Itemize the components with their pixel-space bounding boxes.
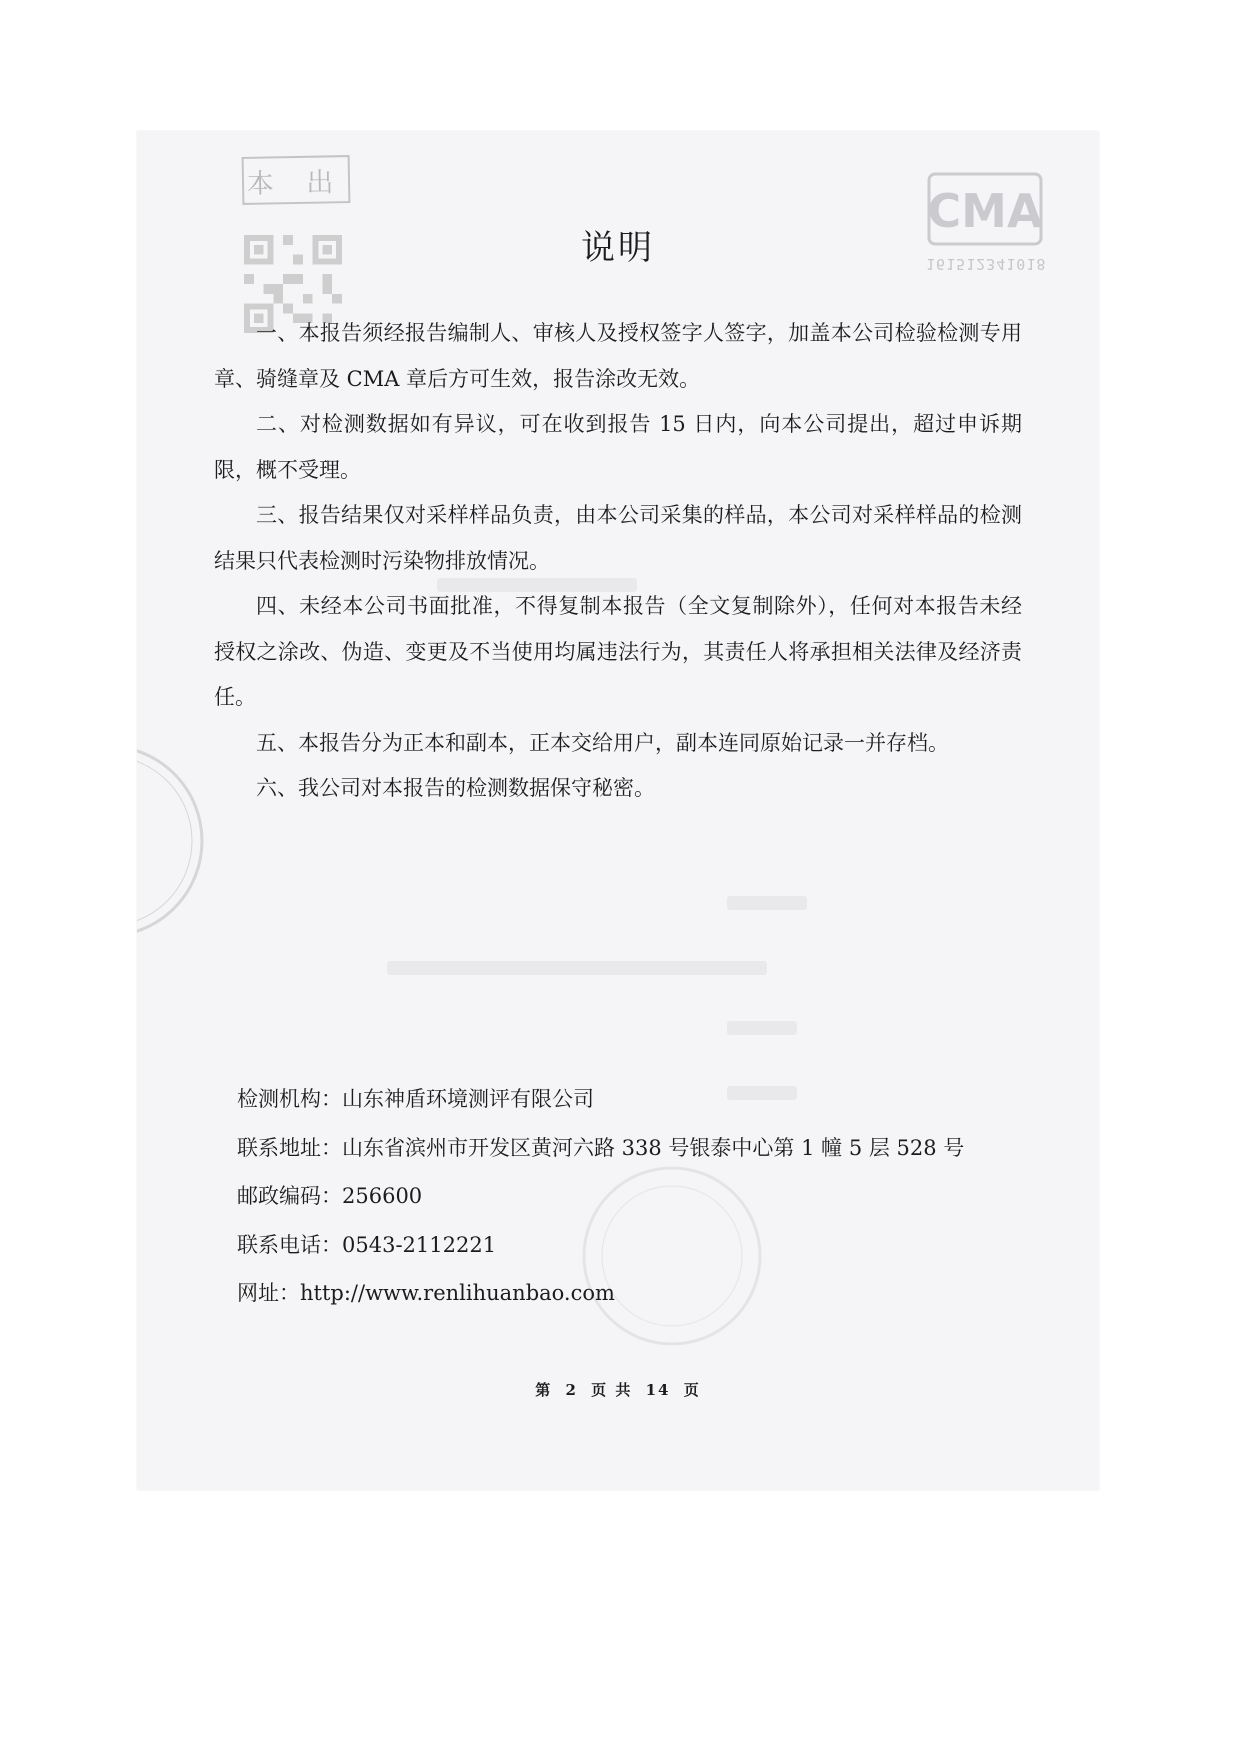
- copy-stamp-label: 本 出: [246, 166, 346, 200]
- page-number: 2: [565, 1381, 578, 1399]
- footer-mid: 页 共: [591, 1381, 633, 1399]
- postcode-value: 256600: [342, 1184, 423, 1208]
- clause-item: 二、对检测数据如有异议，可在收到报告 15 日内，向本公司提出，超过申诉期限，概不受理。: [214, 412, 1022, 482]
- contact-address-row: [237, 1124, 1027, 1173]
- address-label: 联系地址：: [237, 1135, 342, 1160]
- document-sheet: [137, 131, 1099, 1490]
- clause-item: 六、我公司对本报告的检测数据保守秘密。: [256, 776, 655, 800]
- contact-org-row: [237, 1075, 1027, 1124]
- page-footer: [137, 1379, 1099, 1400]
- footer-suffix: 页: [683, 1381, 701, 1399]
- svg-text:CMA: CMA: [927, 184, 1043, 238]
- contact-website-row: [237, 1269, 1027, 1318]
- show-through-line: [727, 1021, 797, 1035]
- clause-list: [214, 311, 1022, 812]
- org-value: 山东神盾环境测评有限公司: [342, 1087, 594, 1111]
- clause-item: 一、本报告须经报告编制人、审核人及授权签字人签字，加盖本公司检验检测专用章、骑缝章及 CMA 章后方可生效，报告涂改无效。: [214, 321, 1022, 391]
- org-label: 检测机构：: [237, 1087, 342, 1111]
- phone-label: 联系电话：: [237, 1232, 342, 1257]
- page-total: 14: [645, 1381, 671, 1399]
- cma-code: 161512341018: [926, 255, 1047, 273]
- show-through-line: [387, 961, 767, 975]
- phone-value: 0543-2112221: [342, 1232, 497, 1257]
- clause-item: 五、本报告分为正本和副本，正本交给用户，副本连同原始记录一并存档。: [256, 730, 949, 755]
- page-title: 说明: [581, 228, 655, 268]
- website-label: 网址：: [237, 1281, 300, 1305]
- show-through-line: [727, 896, 807, 910]
- contact-postcode-row: [237, 1172, 1027, 1221]
- footer-prefix: 第: [535, 1381, 553, 1399]
- postcode-label: 邮政编码：: [237, 1184, 342, 1208]
- contact-block: [237, 1075, 1027, 1318]
- clause-item: 三、报告结果仅对采样样品负责，由本公司采集的样品，本公司对采样样品的检测结果只代表检测时污染物排放情况。: [214, 503, 1022, 573]
- seal-icon: [137, 731, 207, 951]
- clause-item: 四、未经本公司书面批准，不得复制本报告（全文复制除外），任何对本报告未经授权之涂改、伪造、变更及不当使用均属违法行为，其责任人将承担相关法律及经济责任。: [214, 594, 1022, 709]
- contact-phone-row: [237, 1221, 1027, 1270]
- copy-stamp: [242, 155, 351, 205]
- website-link[interactable]: http://www.renlihuanbao.com: [300, 1281, 615, 1305]
- address-value: 山东省滨州市开发区黄河六路 338 号银泰中心第 1 幢 5 层 528 号: [342, 1135, 965, 1160]
